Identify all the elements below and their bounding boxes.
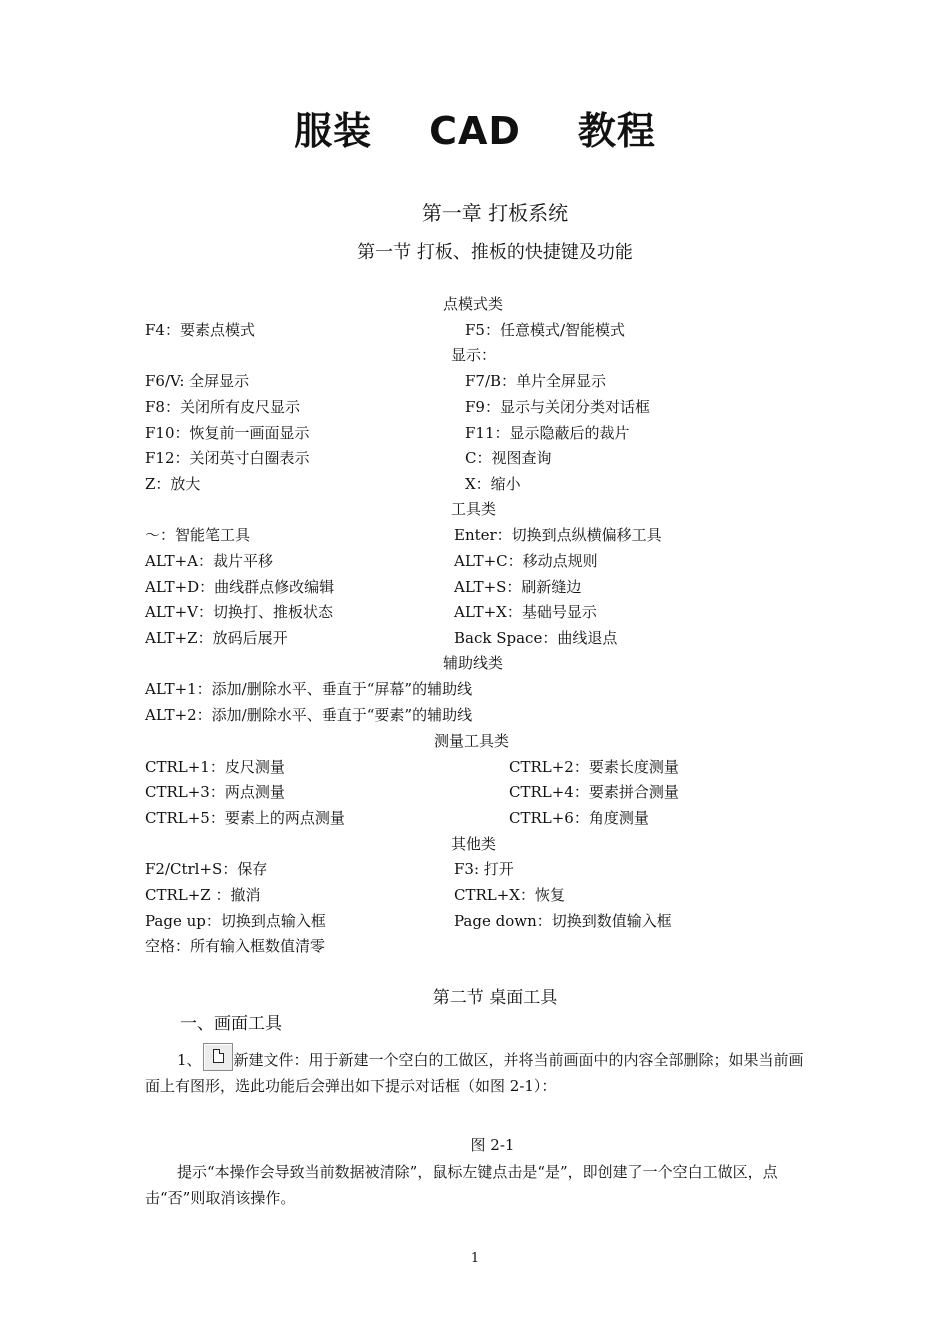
shortcut-z: Z：放大 [145, 475, 201, 493]
shortcut-f8: F8：关闭所有皮尺显示 [145, 398, 300, 416]
shortcut-c: C：视图查询 [465, 449, 552, 467]
list-number: 1、 [177, 1051, 202, 1069]
shortcut-space: 空格：所有输入框数值清零 [145, 937, 326, 955]
shortcut-f6: F6/V: 全屏显示 [145, 372, 250, 390]
category-other: 其他类 [451, 835, 497, 853]
shortcut-alt-c: ALT+C：移动点规则 [454, 552, 598, 570]
chapter-heading: 第一章 打板系统 [421, 201, 569, 225]
figure-caption: 图 2-1 [470, 1136, 515, 1154]
shortcut-x: X：缩小 [465, 475, 521, 493]
document-fold [219, 1049, 224, 1054]
shortcut-f5: F5：任意模式/智能模式 [465, 321, 626, 339]
shortcut-ctrl-6: CTRL+6：角度测量 [509, 809, 649, 827]
shortcut-f7: F7/B：单片全屏显示 [465, 372, 607, 390]
shortcut-backspace: Back Space：曲线退点 [454, 629, 618, 647]
shortcut-enter: Enter：切换到点纵横偏移工具 [454, 526, 662, 544]
page-number: 1 [470, 1251, 480, 1266]
shortcut-alt-z: ALT+Z：放码后展开 [145, 629, 288, 647]
shortcut-ctrl-z: CTRL+Z ：撤消 [145, 886, 261, 904]
section-heading-2: 第二节 桌面工具 [432, 988, 558, 1008]
shortcut-f9: F9：显示与关闭分类对话框 [465, 398, 650, 416]
shortcut-pgdn: Page down：切换到数值输入框 [454, 912, 672, 930]
subheading-screen-tools: 一、画面工具 [180, 1014, 282, 1034]
shortcut-alt-a: ALT+A：裁片平移 [145, 552, 273, 570]
shortcut-f2: F2/Ctrl+S：保存 [145, 860, 268, 878]
shortcut-ctrl-1: CTRL+1：皮尺测量 [145, 758, 285, 776]
shortcut-tilde: ～：智能笔工具 [145, 526, 251, 544]
shortcut-f10: F10：恢复前一画面显示 [145, 424, 310, 442]
shortcut-f11: F11：显示隐蔽后的裁片 [465, 424, 630, 442]
shortcut-f12: F12：关闭英寸白圈表示 [145, 449, 310, 467]
category-guides: 辅助线类 [443, 654, 504, 672]
document-glyph [213, 1049, 224, 1063]
paragraph-prompt: 提示“本操作会导致当前数据被清除”，鼠标左键点击是“是”，即创建了一个空白工做区，点击“否”则取消该操作。 [145, 1163, 778, 1207]
category-point-mode: 点模式类 [443, 295, 504, 313]
shortcut-alt-1: ALT+1：添加/删除水平、垂直于“屏幕”的辅助线 [145, 680, 473, 698]
shortcut-ctrl-5: CTRL+5：要素上的两点测量 [145, 809, 345, 827]
shortcut-alt-2: ALT+2：添加/删除水平、垂直于“要素”的辅助线 [145, 706, 473, 724]
shortcut-pgup: Page up：切换到点输入框 [145, 912, 326, 930]
document-title: 服装 CAD 教程 [294, 109, 656, 153]
shortcut-alt-x: ALT+X：基础号显示 [454, 603, 597, 621]
category-display: 显示： [451, 346, 497, 364]
shortcut-f4: F4：要素点模式 [145, 321, 255, 339]
shortcut-ctrl-x: CTRL+X：恢复 [454, 886, 565, 904]
shortcut-alt-d: ALT+D：曲线群点修改编辑 [145, 578, 335, 596]
shortcut-f3: F3: 打开 [454, 860, 514, 878]
shortcut-ctrl-3: CTRL+3：两点测量 [145, 783, 285, 801]
shortcut-ctrl-4: CTRL+4：要素拼合测量 [509, 783, 679, 801]
category-measure: 测量工具类 [434, 732, 510, 750]
section-heading-1: 第一节 打板、推板的快捷键及功能 [357, 242, 633, 263]
shortcut-alt-v: ALT+V：切换打、推板状态 [145, 603, 333, 621]
new-file-icon[interactable] [203, 1043, 233, 1071]
shortcut-ctrl-2: CTRL+2：要素长度测量 [509, 758, 679, 776]
category-tools: 工具类 [451, 500, 497, 518]
paragraph-new-file-text: 新建文件：用于新建一个空白的工做区，并将当前画面中的内容全部删除；如果当前画面上有图形，选此功能后会弹出如下提示对话框（如图 2-1）： [145, 1051, 804, 1095]
paragraph-new-file [145, 1043, 810, 1099]
shortcut-alt-s: ALT+S：刷新缝边 [454, 578, 582, 596]
